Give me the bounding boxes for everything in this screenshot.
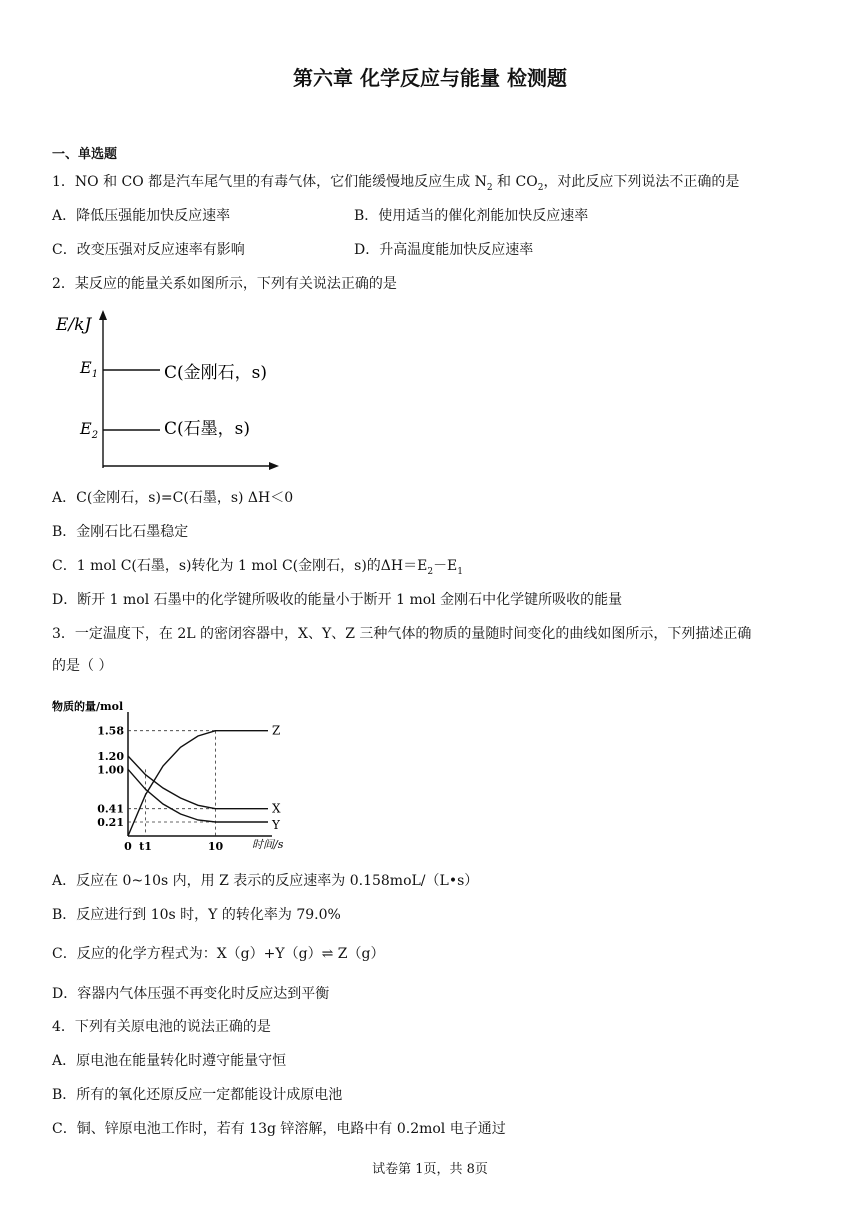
- question-1-stem: 1．NO 和 CO 都是汽车尾气里的有毒气体，它们能缓慢地反应生成 $N_2$ 和 $CO_2$，对此反应下列说法不正确的是: [52, 174, 740, 193]
- energy-axis-label: E/kJ: [56, 315, 92, 335]
- question-4-stem: 4．下列有关原电池的说法正确的是: [52, 1019, 271, 1035]
- y-tick-label-1: 1.20: [97, 750, 124, 763]
- question-3-option-a: A．反应在 0~10s 内，用 Z 表示的反应速率为 0.158moL/（L•s）: [52, 873, 479, 889]
- chart-x-ticks: [124, 840, 223, 853]
- series-name-x: X: [272, 801, 281, 816]
- question-2-stem: 2．某反应的能量关系如图所示，下列有关说法正确的是: [52, 276, 397, 292]
- level-e1-label: $E_1$: [80, 358, 99, 380]
- chart-y-ticks: [97, 725, 124, 829]
- question-1-option-b: B．使用适当的催化剂能加快反应速率: [354, 208, 589, 224]
- question-2-option-b: B．金刚石比石墨稳定: [52, 524, 189, 540]
- question-3-stem-line1: 3．一定温度下，在 2L 的密闭容器中，X、Y、Z 三种气体的物质的量随时间变化的曲线如图所示，下列描述正确: [52, 626, 752, 642]
- diamond-level-label: C(金刚石，s): [164, 363, 267, 383]
- y-axis-arrow-icon: [99, 310, 107, 320]
- question-1-option-a: A．降低压强能加快反应速率: [52, 208, 231, 224]
- question-2-option-a: A．C(金刚石，s)=C(石墨，s) ΔH＜0: [52, 490, 294, 506]
- series-name-z: Z: [272, 723, 281, 738]
- question-3-option-d: D．容器内气体压强不再变化时反应达到平衡: [52, 986, 330, 1002]
- question-3-stem-line2: 的是（ ）: [52, 658, 113, 674]
- question-3-option-b: B．反应进行到 10s 时，Y 的转化率为 79.0%: [52, 907, 341, 923]
- x-tick-label-2: 10: [207, 840, 224, 853]
- series-name-y: Y: [272, 818, 280, 832]
- chart-x-axis-label: 时间/s: [252, 838, 284, 851]
- question-2-option-d: D．断开 1 mol 石墨中的化学键所吸收的能量小于断开 1 mol 金刚石中化学键所吸收的能量: [52, 592, 623, 608]
- x-tick-label-0: 0: [124, 840, 132, 853]
- chart-series-names: [271, 724, 281, 832]
- amount-time-chart: [50, 696, 290, 858]
- chart-y-axis-label: 物质的量/mol: [52, 700, 124, 713]
- section-heading: 一、单选题: [52, 147, 118, 162]
- level-e2-label: $E_2$: [80, 419, 99, 441]
- question-1-option-c: C．改变压强对反应速率有影响: [52, 242, 245, 258]
- question-3-option-c: C．反应的化学方程式为：X（g）+Y（g）⇌ Z（g）: [52, 946, 385, 962]
- energy-level-diagram: [50, 308, 290, 474]
- y-tick-label-3: 0.41: [97, 802, 124, 816]
- x-axis-arrow-icon: [269, 462, 279, 470]
- page-title: 第六章 化学反应与能量 检测题: [293, 66, 567, 90]
- chart-series-group: [128, 731, 268, 836]
- x-tick-label-1: t1: [139, 840, 152, 853]
- graphite-level-label: C(石墨，s): [164, 419, 250, 439]
- question-2-option-c: C．1 mol C(石墨，s)转化为 1 mol C(金刚石，s)的$\Delta H=E_2-E_1$: [52, 558, 464, 577]
- question-4-option-b: B．所有的氧化还原反应一定都能设计成原电池: [52, 1087, 343, 1103]
- series-line-x: [128, 756, 268, 809]
- page-footer: 试卷第 1页，共 8页: [372, 1162, 488, 1177]
- question-4-option-c: C．铜、锌原电池工作时，若有 13g 锌溶解，电路中有 0.2mol 电子通过: [52, 1121, 506, 1137]
- question-4-option-a: A．原电池在能量转化时遵守能量守恒: [52, 1053, 287, 1069]
- question-1-option-d: D．升高温度能加快反应速率: [354, 242, 534, 258]
- y-tick-label-2: 1.00: [97, 763, 124, 777]
- y-tick-label-0: 1.58: [97, 724, 124, 738]
- y-tick-label-4: 0.21: [97, 816, 124, 829]
